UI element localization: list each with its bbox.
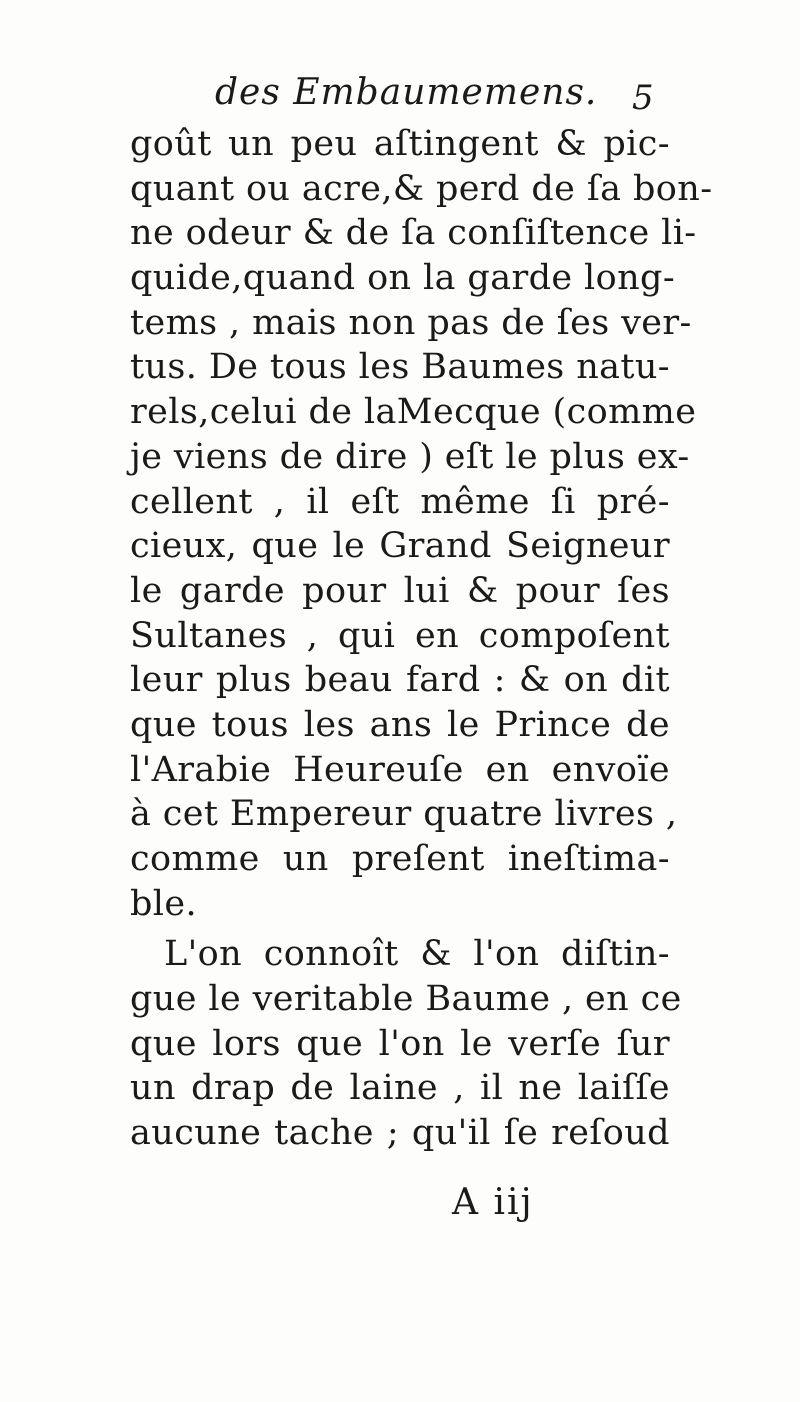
text-line: L'on connoît & l'on diſtin- (164, 934, 670, 975)
text-line: quant ou acre,& perd de ſa bon- (130, 168, 713, 209)
running-title: des Embaumemens. (215, 72, 598, 113)
signature-mark: A iij (452, 1182, 534, 1223)
text-line: le garde pour lui & pour ſes (130, 570, 670, 611)
text-line: ble. (130, 883, 198, 924)
text-line: gue le veritable Baume , en ce (130, 979, 682, 1020)
text-line: que lors que l'on le verſe ſur (130, 1023, 670, 1064)
paragraph (130, 122, 713, 926)
paragraph (130, 932, 682, 1155)
text-line: rels,celui de laMecque (comme (130, 392, 697, 433)
text-line: à cet Empereur quatre livres , (130, 794, 678, 835)
text-line: ne odeur & de ſa conſiſtence li- (130, 213, 697, 254)
page-number: 5 (632, 78, 654, 118)
text-line: l'Arabie Heureuſe en envoïe (130, 749, 670, 790)
text-line: quide,quand on la garde long- (130, 258, 676, 299)
text-line: tems , mais non pas de ſes ver- (130, 302, 692, 343)
text-line: goût un peu aſtingent & pic- (130, 124, 670, 164)
text-line: cieux, que le Grand Seigneur (130, 526, 670, 567)
text-line: comme un preſent ineſtima- (130, 839, 670, 879)
text-line: aucune tache ; qu'il ſe reſoud (130, 1113, 670, 1154)
text-line: je viens de dire ) eſt le plus ex- (130, 436, 690, 477)
text-line: que tous les ans le Prince de (130, 704, 670, 745)
body-text (130, 122, 713, 1156)
text-line: leur plus beau fard : & on dit (130, 660, 670, 701)
text-line: cellent , il eſt même ſi pré- (130, 481, 670, 522)
text-line: un drap de laine , il ne laiſſe (130, 1068, 670, 1109)
text-line: Sultanes , qui en compoſent (130, 615, 670, 656)
text-line: tus. De tous les Baumes natu- (130, 347, 671, 388)
